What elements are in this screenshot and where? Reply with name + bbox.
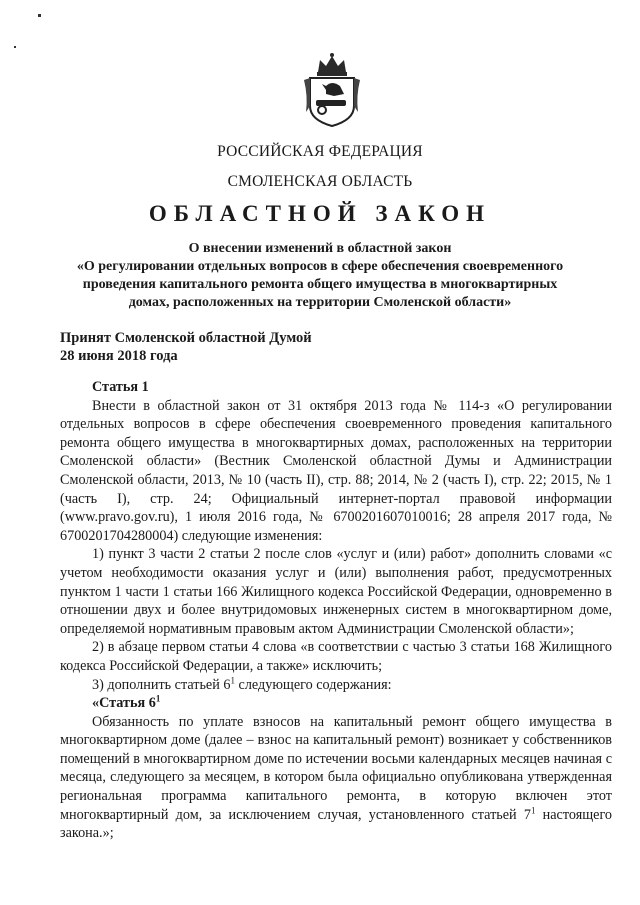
law-title-line: «О регулировании отдельных вопросов в сфере обеспечения своевременного: [76, 259, 564, 274]
law-title-line: домах, расположенных на территории Смоленской области»: [128, 295, 512, 310]
article-body: [60, 378, 612, 843]
amendment-item-2: 2) в абзаце первом статьи 4 слова «в соответствии с частью 3 статьи 168 Жилищного кодекса Российской Федерации, а также» исключить;: [60, 639, 612, 674]
scan-speck: [14, 46, 16, 48]
law-title-line: О внесении изменений в областной закон: [188, 241, 452, 256]
header-region: СМОЛЕНСКАЯ ОБЛАСТЬ: [227, 173, 413, 190]
article-intro-paragraph: Внести в областной закон от 31 октября 2013 года № 114-з «О регулировании отдельных вопросов в сфере обеспечения своевременного проведения капитального ремонта общего имущества в многоквартирных домах, расположенных на территории Смоленской области» (Вестник Смоленской областной Думы и Администрации Смоленской области, 2013, № 10 (часть II), стр. 88; 2014, № 2 (часть I), стр. 22; 2015, № 1 (часть I), стр. 24; Официальный интернет-портал правовой информации (www.pravo.gov.ru), 1 июля 2016 года, № 6700201607010016; 28 апреля 2017 года, № 6700201704280004) следующие изменения:: [60, 397, 612, 544]
scan-speck: [38, 14, 41, 17]
amendment-item-3: 3) дополнить статьей $6^1$ следующего содержания:: [92, 674, 392, 693]
adopted-by: Принят Смоленской областной Думой: [60, 330, 312, 346]
law-type-heading: ОБЛАСТНОЙ ЗАКОН: [148, 201, 492, 226]
law-title-line: проведения капитального ремонта общего имущества в многоквартирных: [82, 277, 558, 292]
new-article-text: Обязанность по уплате взносов на капитальный ремонт общего имущества в многоквартирном доме (далее – взнос на капитальный ремонт) возникает у собственников помещений в многоквартирном доме по истечении восьми календарных месяцев начиная с месяца, следующего за месяцем, в котором была официально опубликована утвержденная региональная программа капитального ремонта, в которую включен этот многоквартирный дом, за исключением случая, установленного статьей $7^1$ настоящего закона.»;: [60, 713, 612, 842]
header-federation: РОССИЙСКАЯ ФЕДЕРАЦИЯ: [217, 143, 423, 160]
adoption-date: 28 июня 2018 года: [60, 348, 178, 364]
smolensk-coat-of-arms-icon: [300, 50, 364, 128]
amendment-item-1: 1) пункт 3 части 2 статьи 2 после слов «услуг и (или) работ» дополнить словами «с учетом необходимости оказания услуг и (или) выполнения работ, предусмотренных пунктом 1 части 1 статьи 166 Жилищного кодекса Российской Федерации, одновременно в отношении двух и более внутридомовых инженерных систем в многоквартирном доме, определяемой нормативным правовым актом Администрации Смоленской области»;: [60, 546, 612, 637]
new-article-heading: «Статья $6^1$: [92, 693, 161, 712]
article-heading: Статья 1: [92, 379, 149, 395]
